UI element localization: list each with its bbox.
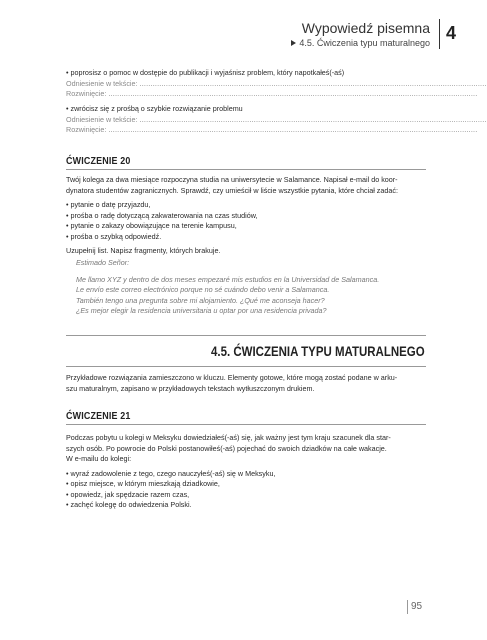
list-item: • pytanie o datę przyjazdu, xyxy=(66,200,151,209)
email-line: También tengo una pregunta sobre mi alojamiento. ¿Qué me aconseja hacer? xyxy=(76,295,325,305)
reference-line: Odniesienie w tekście: .............................................................................................................................................................. xyxy=(66,78,487,88)
exercise-20-body xyxy=(66,175,426,257)
task-bullet: • poprosisz o pomoc w dostępie do publikacji i wyjaśnisz problem, który napotkałeś(-aś) xyxy=(66,68,345,77)
exercise-20-heading: ĆWICZENIE 20 xyxy=(66,155,426,170)
development-line: Rozwinięcie: ........................................................................................................................................................................ xyxy=(66,89,478,98)
list-item: • opisz miejsce, w którym mieszkają dziadkowie, xyxy=(66,479,220,488)
intro-task-2 xyxy=(66,104,487,136)
list-item: • prośba o radę dotyczącą zakwaterowania na czas studiów, xyxy=(66,210,258,220)
email-line: Le envío este correo electrónico porque no sé cuándo debo venir a Salamanca. xyxy=(76,285,330,294)
chapter-number: 4 xyxy=(445,23,456,43)
email-line: Me llamo XYZ y dentro de dos meses empezaré mis estudios en la Universidad de Salamanca. xyxy=(76,274,380,284)
list-item: • wyraź zadowolenie z tego, czego nauczyłeś(-aś) się w Meksyku, xyxy=(66,468,276,478)
exercise-text-line: Podczas pobytu u kolegi w Meksyku dowiedziałeś(-aś) się, jak ważny jest tym kraju szacunek dla star- xyxy=(66,433,391,442)
section-text-line: Przykładowe rozwiązania zamieszczono w kluczu. Elementy gotowe, które mogą zostać podane w arku- xyxy=(66,373,398,382)
list-item: • prośba o szybką odpowiedź. xyxy=(66,231,162,241)
section-title: 4.5. ĆWICZENIA TYPU MATURALNEGO xyxy=(211,343,425,359)
triangle-bullet-icon xyxy=(291,40,296,46)
list-item: • opowiedz, jak spędzacie razem czas, xyxy=(66,489,190,499)
email-greeting: Estimado Señor: xyxy=(76,258,130,267)
footer-divider xyxy=(407,600,408,614)
exercise-text-line: dynatora studentów zagranicznych. Sprawdź, czy umieścił w liście wszystkie pytania, które chciał zadać: xyxy=(66,185,398,195)
header-title: Wypowiedź pisemna xyxy=(301,20,430,36)
header-subtitle: 4.5. Ćwiczenia typu maturalnego xyxy=(299,38,430,48)
exercise-21-body xyxy=(66,433,426,511)
task-bullet: • zwrócisz się z prośbą o szybkie rozwiązanie problemu xyxy=(66,104,243,113)
exercise-text-line: szych osób. Po powrocie do Polski postanowiłeś(-aś) pojechać do swoich dziadków na całe wakacje. xyxy=(66,443,387,453)
section-text-line: szu maturalnym, zapisano w przykładowych tekstach wytłuszczonym drukiem. xyxy=(66,383,315,393)
section-intro xyxy=(66,373,426,394)
page-number: 95 xyxy=(411,601,423,612)
header-divider xyxy=(439,19,441,49)
email-line: ¿Es mejor elegir la residencia universitaria u optar por una residencia privada? xyxy=(76,306,327,315)
development-line: Rozwinięcie: ........................................................................................................................................................................ xyxy=(66,125,478,134)
exercise-text-line: Twój kolega za dwa miesiące rozpoczyna studia na uniwersytecie w Salamance. Napisał e-mail do koor- xyxy=(66,175,398,184)
list-item: • pytanie o zakazy obowiązujące na terenie kampusu, xyxy=(66,221,237,230)
section-heading-band xyxy=(66,335,426,367)
intro-task-1 xyxy=(66,68,487,100)
list-item: • zachęć kolegę do odwiedzenia Polski. xyxy=(66,500,192,509)
header-subtitle-row xyxy=(291,38,430,48)
reference-line: Odniesienie w tekście: .............................................................................................................................................................. xyxy=(66,114,487,124)
email-draft xyxy=(76,258,426,317)
exercise-21-heading: ĆWICZENIE 21 xyxy=(66,410,426,425)
instruction: Uzupełnij list. Napisz fragmenty, których brakuje. xyxy=(66,246,221,255)
exercise-text-line: W e-mailu do kolegi: xyxy=(66,454,132,463)
running-header xyxy=(291,20,430,48)
